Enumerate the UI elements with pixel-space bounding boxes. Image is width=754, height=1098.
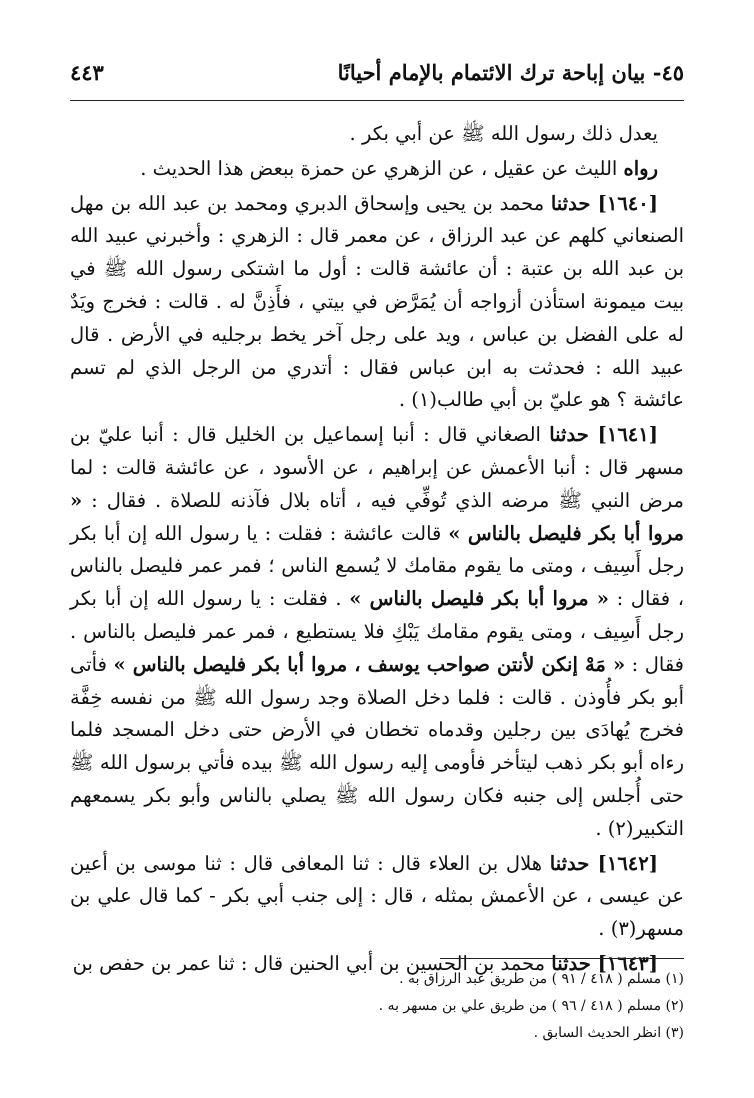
footnote-3: (٣) انظر الحديث السابق . (533, 1025, 684, 1041)
bold-run: « مروا أبا بكر فليصل بالناس » (70, 488, 684, 545)
paragraph (70, 118, 684, 151)
text-run: يعدل ذلك رسول الله ﷺ عن أبي بكر . (349, 122, 658, 145)
chapter-title: ٤٥- بيان إباحة ترك الائتمام بالإمام أحيانًا (337, 60, 684, 85)
footnote-1: (١) مسلم ( ٤١٨ / ٩١ ) من طريق عبد الرزاق به . (399, 971, 684, 987)
bold-run: « مَهْ إنكن لأنتن صواحب يوسف ، مروا أبا بكر فليصل بالناس » (113, 652, 626, 676)
footnotes (70, 966, 684, 1047)
text-run: فأتى أبو بكر فأُوذن . قالت : فلما دخل الصلاة وجد رسول الله ﷺ من نفسه خِفَّة فخرج يُهادَى بين رجلين وقدماه تخطان في الأرض حتى دخل المسجد فلما رءاه أبو بكر ذهب ليتأخر فأومى إليه رسول الله ﷺ بيده فأتي برسول الله ﷺ حتى أُجلس إلى جنبه فكان رسول الله ﷺ يصلي بالناس وأبو بكر يسمعهم التكبير(٢) . (70, 652, 684, 840)
bold-run: « مروا أبا بكر فليصل بالناس » (349, 587, 609, 611)
text-run: محمد بن الحسين بن أبي الحنين قال : ثنا عمر بن حفص بن (72, 951, 552, 975)
footnote-2: (٢) مسلم ( ٤١٨ / ٩٦ ) من طريق علي بن مسهر به . (378, 998, 684, 1014)
hadith-1640 (70, 188, 684, 418)
bold-run: [١٦٤٣] حدثنا (551, 951, 658, 975)
paragraph (70, 153, 684, 186)
hadith-1641 (70, 419, 684, 845)
main-text (70, 118, 684, 983)
text-run: قالت عائشة : فقلت : يا رسول الله إن أبا بكر رجل أَسِيف ، ومتى ما يقوم مقامك لا يُسمع الناس ؛ فمر عمر فليصل بالناس ، فقال : (70, 521, 684, 611)
text-run: محمد بن يحيى وإسحاق الدبري ومحمد بن عبد الله بن مهل الصنعاني كلهم عن عبد الرزاق ، عن معمر قال : الزهري : وأخبرني عبيد الله بن عبد الله بن عتبة : أن عائشة قالت : أول ما اشتكى رسول الله ﷺ في بيت ميمونة استأذن أزواجه أن يُمَرَّض في بيتي ، فأَذِنَّ له . قالت : فخرج ويَدٌ له على الفضل بن عباس ، ويد على رجل آخر يخط برجليه في الأرض . قال عبيد الله : فحدثت به ابن عباس فقال : أتدري من الرجل الذي لم تسم عائشة ؟ هو عليّ بن أبي طالب(١) . (70, 191, 684, 412)
page-header (70, 56, 684, 96)
text-run: الليث عن عقيل ، عن الزهري عن حمزة ببعض هذا الحديث . (140, 156, 624, 180)
hadith-1642 (70, 848, 684, 946)
footnote-divider (440, 958, 684, 959)
bold-run: رواه (623, 156, 658, 180)
bold-run: [١٦٤١] حدثنا (549, 423, 658, 447)
header-divider (70, 100, 684, 101)
page-number: ٤٤٣ (70, 60, 104, 85)
bold-run: [١٦٤٠] حدثنا (550, 191, 658, 215)
bold-run: [١٦٤٢] حدثنا (549, 851, 658, 875)
text-run: . فقلت : يا رسول الله إن أبا بكر رجل أَسِيف ، ومتى يقوم مقامك يَبْكِ فلا يستطيع ، فمر عمر فليصل بالناس . فقال : (70, 587, 684, 676)
text-run: هلال بن العلاء قال : ثنا المعافى قال : ثنا موسى بن أعين عن عيسى ، عن الأعمش بمثله ، قال : إلى جنب أبي بكر - كما قال علي بن مسهر(٣) . (70, 851, 684, 941)
text-run: الصغاني قال : أنبا إسماعيل بن الخليل قال : أنبا عليّ بن مسهر قال : أنبا الأعمش عن إبراهيم ، عن الأسود ، عن عائشة قالت : لما مرض النبي ﷺ مرضه الذي تُوفِّي فيه ، أتاه بلال فآذنه للصلاة . فقال : (70, 423, 684, 512)
